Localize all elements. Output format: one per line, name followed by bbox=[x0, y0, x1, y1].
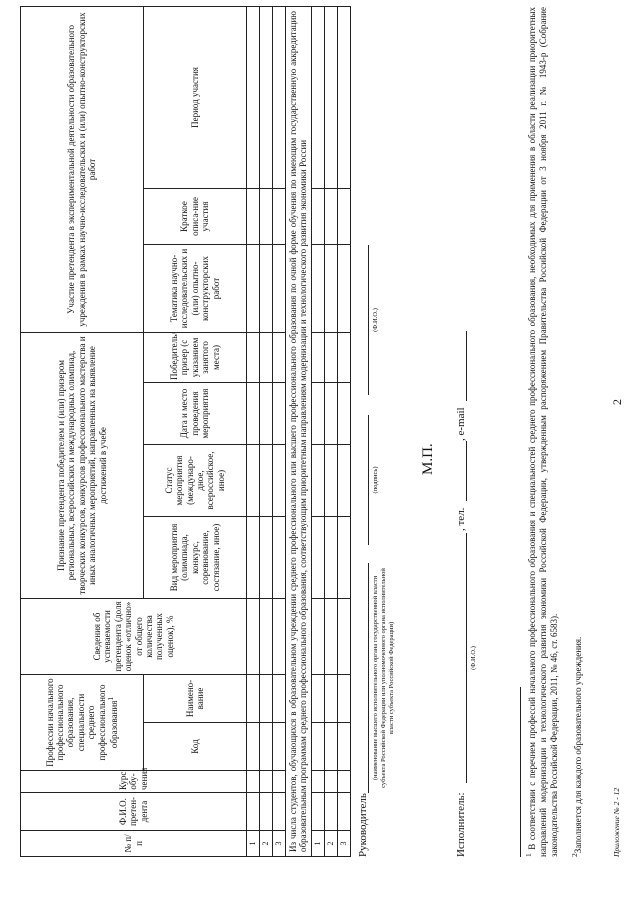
page-number: 2 bbox=[610, 399, 624, 405]
header-brief: Краткое описа-ние участия bbox=[144, 188, 247, 244]
table-row: 1 bbox=[311, 6, 324, 856]
organ-line bbox=[356, 563, 369, 793]
header-name: Наимено-вание bbox=[144, 675, 247, 723]
table-note: Из числа студентов, обучающихся в образовательном учреждении среднего профессионального или высшего профессионального образования по очной форме обучения по имеющим государственную аккредитацию образовательным программам среднего профессионального образования, соответствующим приоритетным направлениям модернизации и технологического развития экономики России bbox=[286, 6, 312, 856]
header-event-status: Статус мероприятия (междунаро-дное, всероссийское, иное) bbox=[144, 445, 247, 517]
header-fio: Ф.И.О. претен-дента bbox=[21, 793, 247, 831]
signature-line bbox=[356, 415, 369, 545]
fio-caption: (Ф.И.О.) bbox=[372, 308, 379, 332]
stamp-place: М.П. bbox=[420, 443, 436, 475]
tel-label: , тел. bbox=[455, 507, 467, 531]
appendix-label: Приложение № 2 - 12 bbox=[612, 787, 621, 857]
fio-line bbox=[356, 245, 369, 395]
header-participation: Участие претендента в экспериментальной деятельности образовательного учреждения в рамках научно-исследовательских и (или) опытно-конструкторских работ bbox=[21, 6, 144, 332]
email-line bbox=[454, 331, 467, 401]
table-row: 3 bbox=[337, 6, 350, 856]
header-recognition: Признание претендента победителем и (или) призером региональных, всероссийских и международных олимпиад, творческих конкурсов, конкурсов профессионального мастерства и иных аналогичных мероприятий, направленных на выявление достижений в учебе bbox=[21, 332, 144, 598]
header-topic: Тематика научно-исследовательских и (или) опытно-конструкторских работ bbox=[144, 244, 247, 332]
tel-line bbox=[454, 441, 467, 501]
signature-caption: (подпись) bbox=[372, 466, 379, 494]
head-label: Руководитель bbox=[357, 793, 369, 857]
executor-fio-caption: (Ф.И.О.) bbox=[470, 646, 477, 670]
applicant-table bbox=[20, 6, 351, 857]
organ-caption: (наименование высшего исполнительного органа государственной власти субъекта Российской Федерации или уполномоченного органа исполнительной власти субъекта Российской Федерации) bbox=[372, 568, 395, 788]
header-profession: Профессии начального профессионального образования, специальности среднего профессионального образования$^1$ bbox=[21, 675, 144, 771]
table-row: 3 bbox=[273, 6, 286, 856]
header-winner: Победитель/ призер (с указанием занятого места) bbox=[144, 332, 247, 382]
header-performance: Сведения об успеваемости претендента (доля оценок «отлично» от общего количества полученных оценок), % bbox=[21, 599, 247, 675]
executor-fio-line bbox=[454, 533, 467, 783]
header-period: Период участия bbox=[144, 6, 247, 188]
email-label: , e-mail bbox=[455, 407, 467, 441]
header-course: Курс обу-чения bbox=[21, 771, 247, 793]
footnote-mark: 1 bbox=[105, 696, 115, 701]
footnote-1: $^1$ В соответствии с перечнем профессий начального профессионального образования и специальностей среднего профессионального образования, необходимых для применения в области реализации приоритетных направлений модернизации и технологического развития экономики Российской Федерации, утвержденным распоряжением Правительства Российской Федерации от 3 ноября 2011 г. № 1943-р (Собрание законодательства Российской Федерации, 2011, № 46, ст. 6583). bbox=[524, 6, 559, 857]
executor-label: Исполнитель: bbox=[455, 792, 467, 857]
header-event-kind: Вид мероприятия (олимпиада, конкурс, соревнование, состязание, иное) bbox=[144, 517, 247, 599]
header-code: Код bbox=[144, 723, 247, 771]
header-event-date: Дата и место проведения мероприятия bbox=[144, 383, 247, 445]
footnote-2: $^2$Заполняется для каждого образовательного учреждения. bbox=[570, 636, 583, 857]
footnote-separator bbox=[520, 687, 521, 857]
table-row: 1 bbox=[247, 6, 260, 856]
header-no: № п/п bbox=[21, 831, 247, 857]
table-row: 2 bbox=[324, 6, 337, 856]
table-row: 2 bbox=[260, 6, 273, 856]
